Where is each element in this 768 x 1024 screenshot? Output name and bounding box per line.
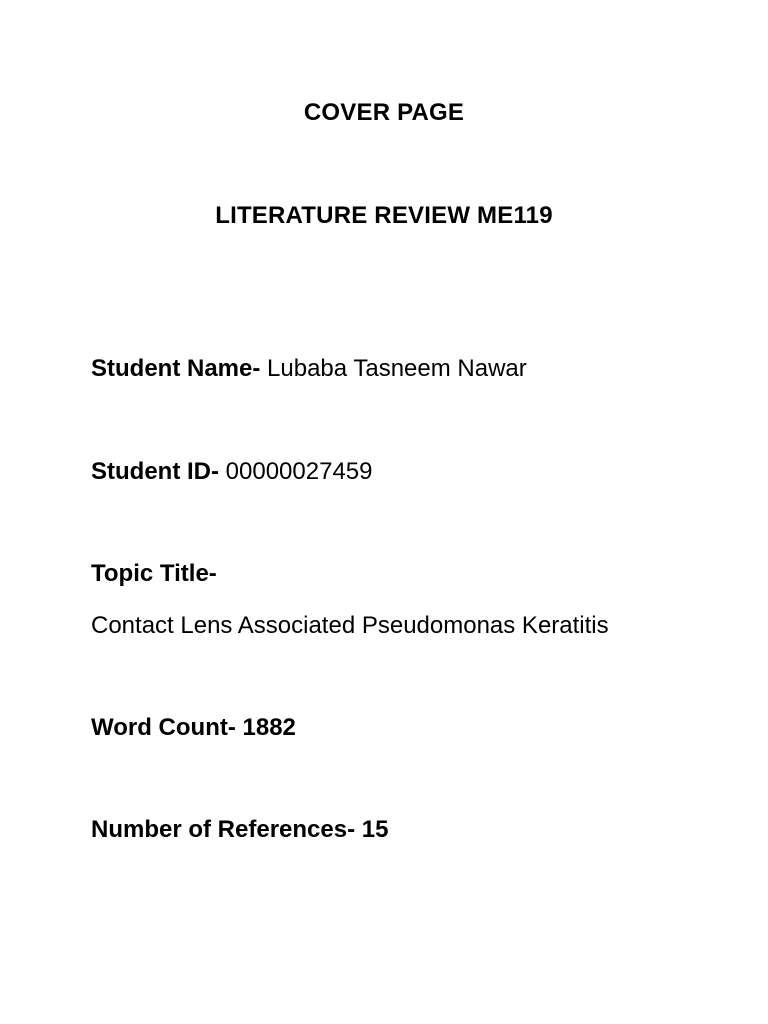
student-name-label: Student Name-: [91, 355, 261, 382]
word-count-line: [91, 714, 296, 742]
topic-title-line: [91, 560, 217, 588]
student-name-line: [91, 355, 527, 383]
references-line: [91, 816, 388, 844]
student-name-value: Lubaba Tasneem Nawar: [267, 355, 527, 382]
topic-title-value: [91, 612, 609, 640]
student-id-value: 00000027459: [225, 458, 373, 485]
references-value: 15: [361, 816, 389, 843]
topic-title-label: Topic Title-: [91, 560, 217, 587]
references-label: Number of References-: [91, 816, 356, 843]
student-id-line: [91, 458, 372, 486]
word-count-label: Word Count-: [91, 714, 236, 741]
student-id-label: Student ID-: [91, 458, 219, 485]
word-count-value: 1882: [242, 714, 296, 741]
topic-title-text: Contact Lens Associated Pseudomonas Keratitis: [91, 612, 609, 639]
literature-review-heading: LITERATURE REVIEW ME119: [215, 202, 553, 229]
cover-page-heading: COVER PAGE: [303, 99, 465, 126]
